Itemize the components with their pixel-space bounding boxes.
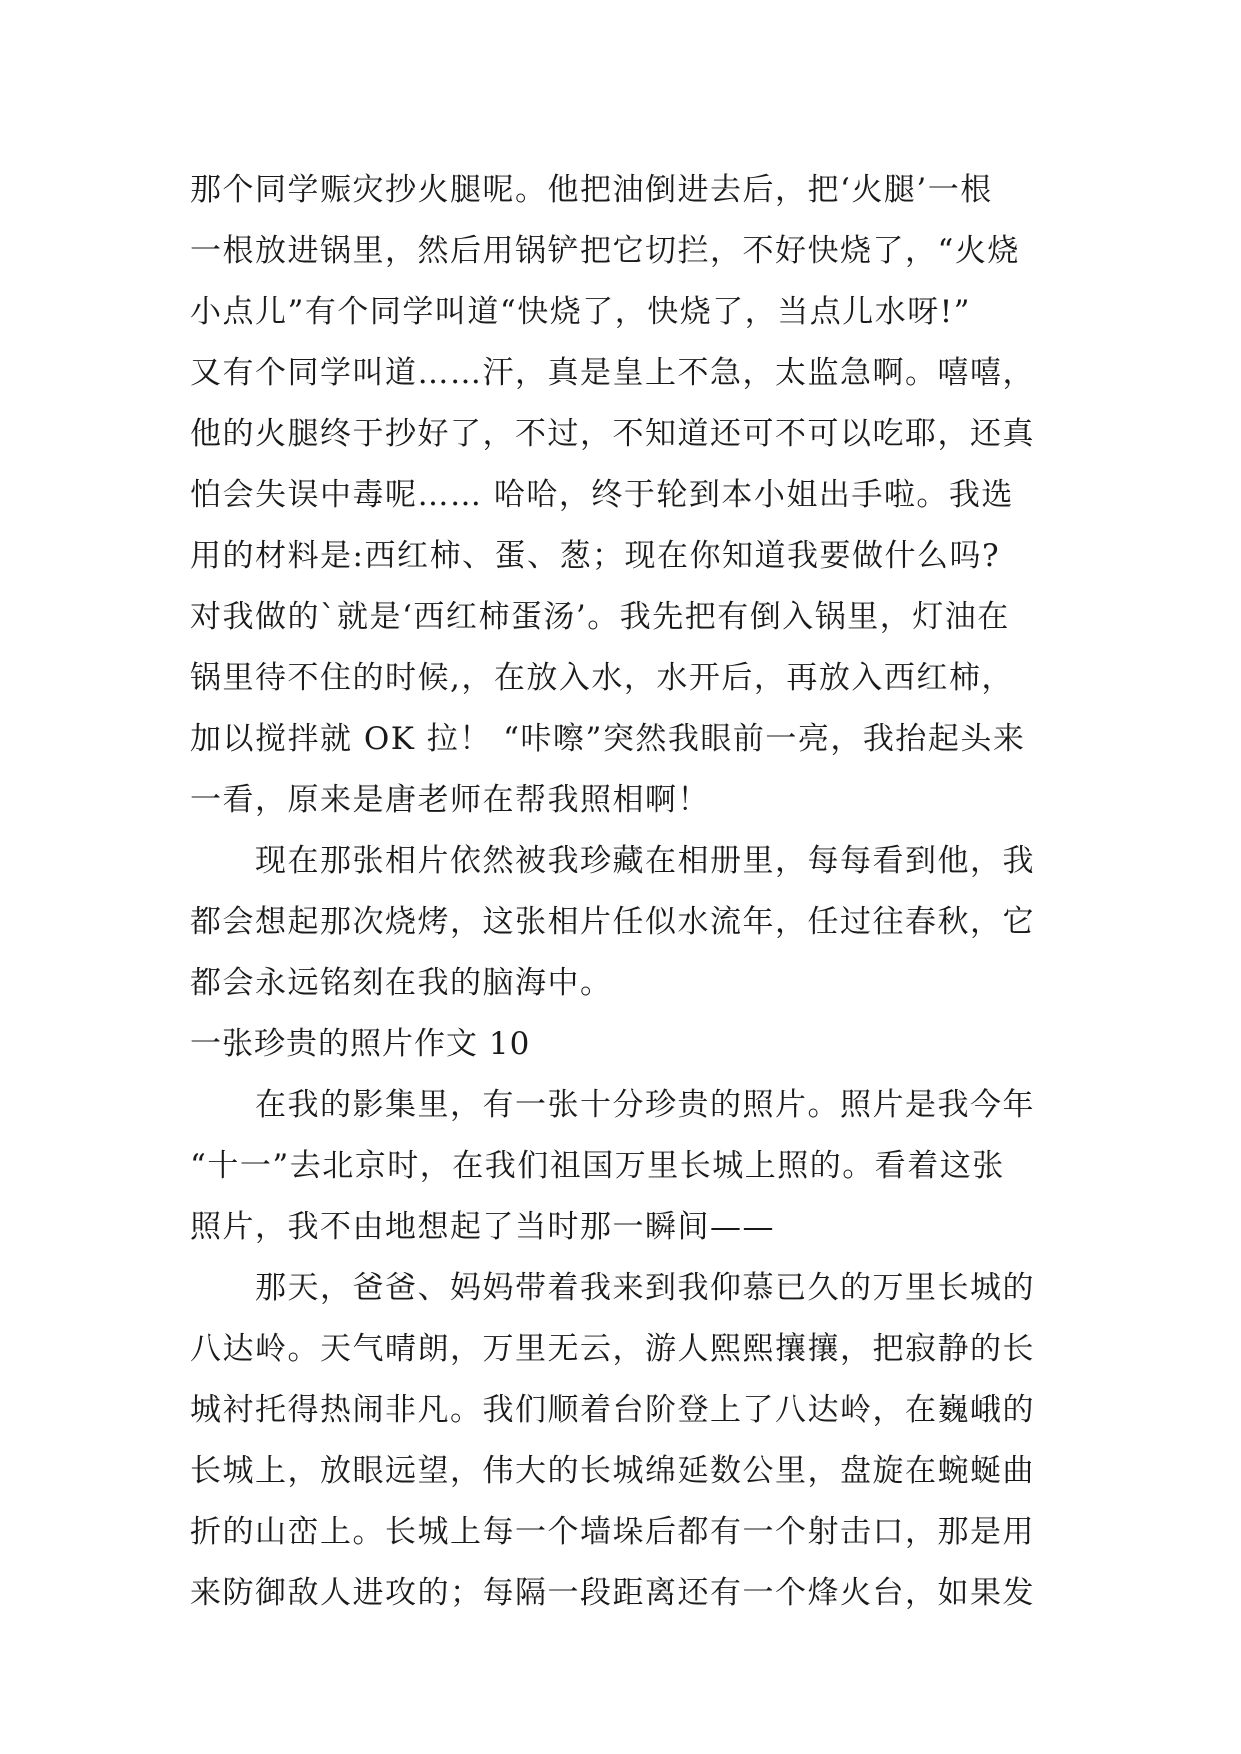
text-line: 都会永远铭刻在我的脑海中。 <box>190 965 613 1001</box>
text-line: 小点儿”有个同学叫道“快烧了，快烧了，当点儿水呀!” <box>190 294 971 330</box>
text-line: 折的山峦上。长城上每一个墙垛后都有一个射击口，那是用 <box>190 1514 1035 1550</box>
text-line: 八达岭。天气晴朗，万里无云，游人熙熙攘攘，把寂静的长 <box>190 1331 1035 1367</box>
text-line: 那个同学赈灾抄火腿呢。他把油倒进去后，把‘火腿’一根 <box>190 172 993 208</box>
text-line: 一根放进锅里，然后用锅铲把它切拦，不好快烧了，“火烧 <box>190 233 1020 269</box>
text-line: 怕会失误中毒呢…… 哈哈，终于轮到本小姐出手啦。我选 <box>190 477 1014 513</box>
text-line: 锅里待不住的时候,，在放入水，水开后，再放入西红柿， <box>190 660 1014 696</box>
paragraph-start-line: 现在那张相片依然被我珍藏在相册里，每每看到他，我 <box>190 843 1035 879</box>
section-heading: 一张珍贵的照片作文 10 <box>190 1026 531 1062</box>
text-line: 一看，原来是唐老师在帮我照相啊！ <box>190 782 710 818</box>
text-line: 用的材料是:西红柿、蛋、葱；现在你知道我要做什么吗? <box>190 538 1001 574</box>
text-line: 长城上，放眼远望，伟大的长城绵延数公里，盘旋在蜿蜒曲 <box>190 1453 1035 1489</box>
text-line: 来防御敌人进攻的；每隔一段距离还有一个烽火台，如果发 <box>190 1575 1035 1611</box>
text-line: 城衬托得热闹非凡。我们顺着台阶登上了八达岭，在巍峨的 <box>190 1392 1035 1428</box>
paragraph-start-line: 在我的影集里，有一张十分珍贵的照片。照片是我今年 <box>190 1087 1035 1123</box>
text-line: 照片，我不由地想起了当时那一瞬间—— <box>190 1209 775 1245</box>
text-line: 加以搅拌就 OK 拉！ “咔嚓”突然我眼前一亮，我抬起头来 <box>190 721 1026 757</box>
text-line: 他的火腿终于抄好了，不过，不知道还可不可以吃耶，还真 <box>190 416 1035 452</box>
document-body <box>190 160 1070 1624</box>
text-line: 又有个同学叫道……汗，真是皇上不急，太监急啊。嘻嘻， <box>190 355 1035 391</box>
paragraph-start-line: 那天，爸爸、妈妈带着我来到我仰慕已久的万里长城的 <box>190 1270 1035 1306</box>
text-line: 对我做的`就是‘西红柿蛋汤’。我先把有倒入锅里，灯油在 <box>190 599 1010 635</box>
text-line: “十一”去北京时，在我们祖国万里长城上照的。看着这张 <box>190 1148 1005 1184</box>
text-line: 都会想起那次烧烤，这张相片任似水流年，任过往春秋，它 <box>190 904 1035 940</box>
